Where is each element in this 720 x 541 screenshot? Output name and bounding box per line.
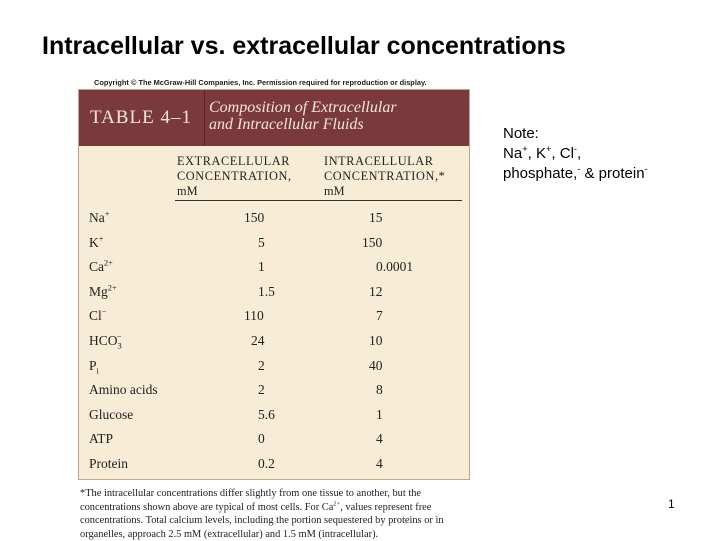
- extracellular-value: 5.6: [258, 406, 275, 422]
- extracellular-value: 1: [258, 259, 265, 275]
- row-label: Cl−: [89, 307, 107, 324]
- intracellular-value: 150: [362, 234, 383, 250]
- table-row: [79, 454, 469, 479]
- extracellular-value: 0: [258, 431, 265, 447]
- copyright-notice: Copyright © The McGraw-Hill Companies, Inc. Permission required for reproduction or display.: [94, 78, 427, 87]
- extracellular-value: 5: [258, 234, 265, 250]
- extracellular-value: 1.5: [258, 283, 275, 299]
- extracellular-value: 2: [258, 382, 265, 398]
- note-line-1: Na+, K+, Cl-,: [503, 144, 582, 162]
- intracellular-value: 8: [376, 382, 383, 398]
- header-divider: [175, 200, 462, 201]
- table-row: [79, 429, 469, 454]
- row-label: ATP: [89, 431, 114, 447]
- column-header-extracellular: EXTRACELLULAR CONCENTRATION, mM: [177, 154, 292, 198]
- extracellular-value: 2: [258, 357, 265, 373]
- table-row: [79, 380, 469, 405]
- intracellular-value: 4: [376, 455, 383, 471]
- extracellular-value: 24: [251, 332, 265, 348]
- table-body: [79, 208, 469, 479]
- note-heading: Note:: [503, 125, 539, 142]
- row-label: $Mg^{2+}$: [89, 283, 117, 299]
- column-header-intracellular: INTRACELLULAR CONCENTRATION,* mM: [324, 154, 446, 198]
- side-note: [503, 124, 648, 184]
- row-label: K+: [89, 234, 104, 250]
- intracellular-value: 7: [376, 308, 383, 324]
- table-row: [79, 356, 469, 381]
- table-row: [79, 233, 469, 258]
- row-label: $Ca^{2+}$: [89, 258, 113, 275]
- row-label: Glucose: [89, 406, 134, 422]
- intracellular-value: 40: [369, 357, 383, 373]
- table-footnote: *The intracellular concentrations differ slightly from one tissue to another, but the concentrations shown above are typical of most cells. For $Ca^{2+}$, values represent free concentrations. Total calcium levels, including the portion sequestered by proteins or in organelles, approach 2.5 mM (extracellular) and 1.5 mM (intracellular).: [80, 488, 444, 540]
- intracellular-value: 0.0001: [376, 259, 414, 275]
- table-number: TABLE 4–1: [79, 90, 204, 146]
- table-caption: [204, 90, 469, 146]
- intracellular-value: 10: [369, 332, 383, 348]
- table-row: [79, 257, 469, 282]
- table-header-bar: [79, 90, 469, 146]
- row-label: Protein: [89, 455, 128, 471]
- row-label: Amino acids: [89, 382, 158, 398]
- row-label: $P_i$: [89, 357, 99, 376]
- composition-table: [78, 89, 470, 480]
- intracellular-value: 4: [376, 431, 383, 447]
- table-caption-line-1: Composition of Extracellular: [209, 99, 397, 116]
- note-line-2: phosphate,- & protein-: [503, 164, 648, 182]
- slide-title: Intracellular vs. extracellular concentrations: [42, 32, 566, 60]
- table-row: [79, 282, 469, 307]
- row-label: Na+: [89, 209, 110, 225]
- intracellular-value: 12: [369, 283, 383, 299]
- extracellular-value: 110: [244, 308, 264, 324]
- table-row: [79, 208, 469, 233]
- intracellular-value: 1: [376, 406, 383, 422]
- intracellular-value: 15: [369, 210, 383, 225]
- table-caption-line-2: and Intracellular Fluids: [209, 116, 364, 133]
- extracellular-value: 150: [244, 210, 265, 225]
- row-label: $HCO_3^-$: [89, 332, 122, 351]
- extracellular-value: 0.2: [258, 455, 275, 471]
- table-row: [79, 331, 469, 356]
- table-row: [79, 306, 469, 331]
- page-number: 1: [668, 497, 675, 511]
- table-row: [79, 405, 469, 430]
